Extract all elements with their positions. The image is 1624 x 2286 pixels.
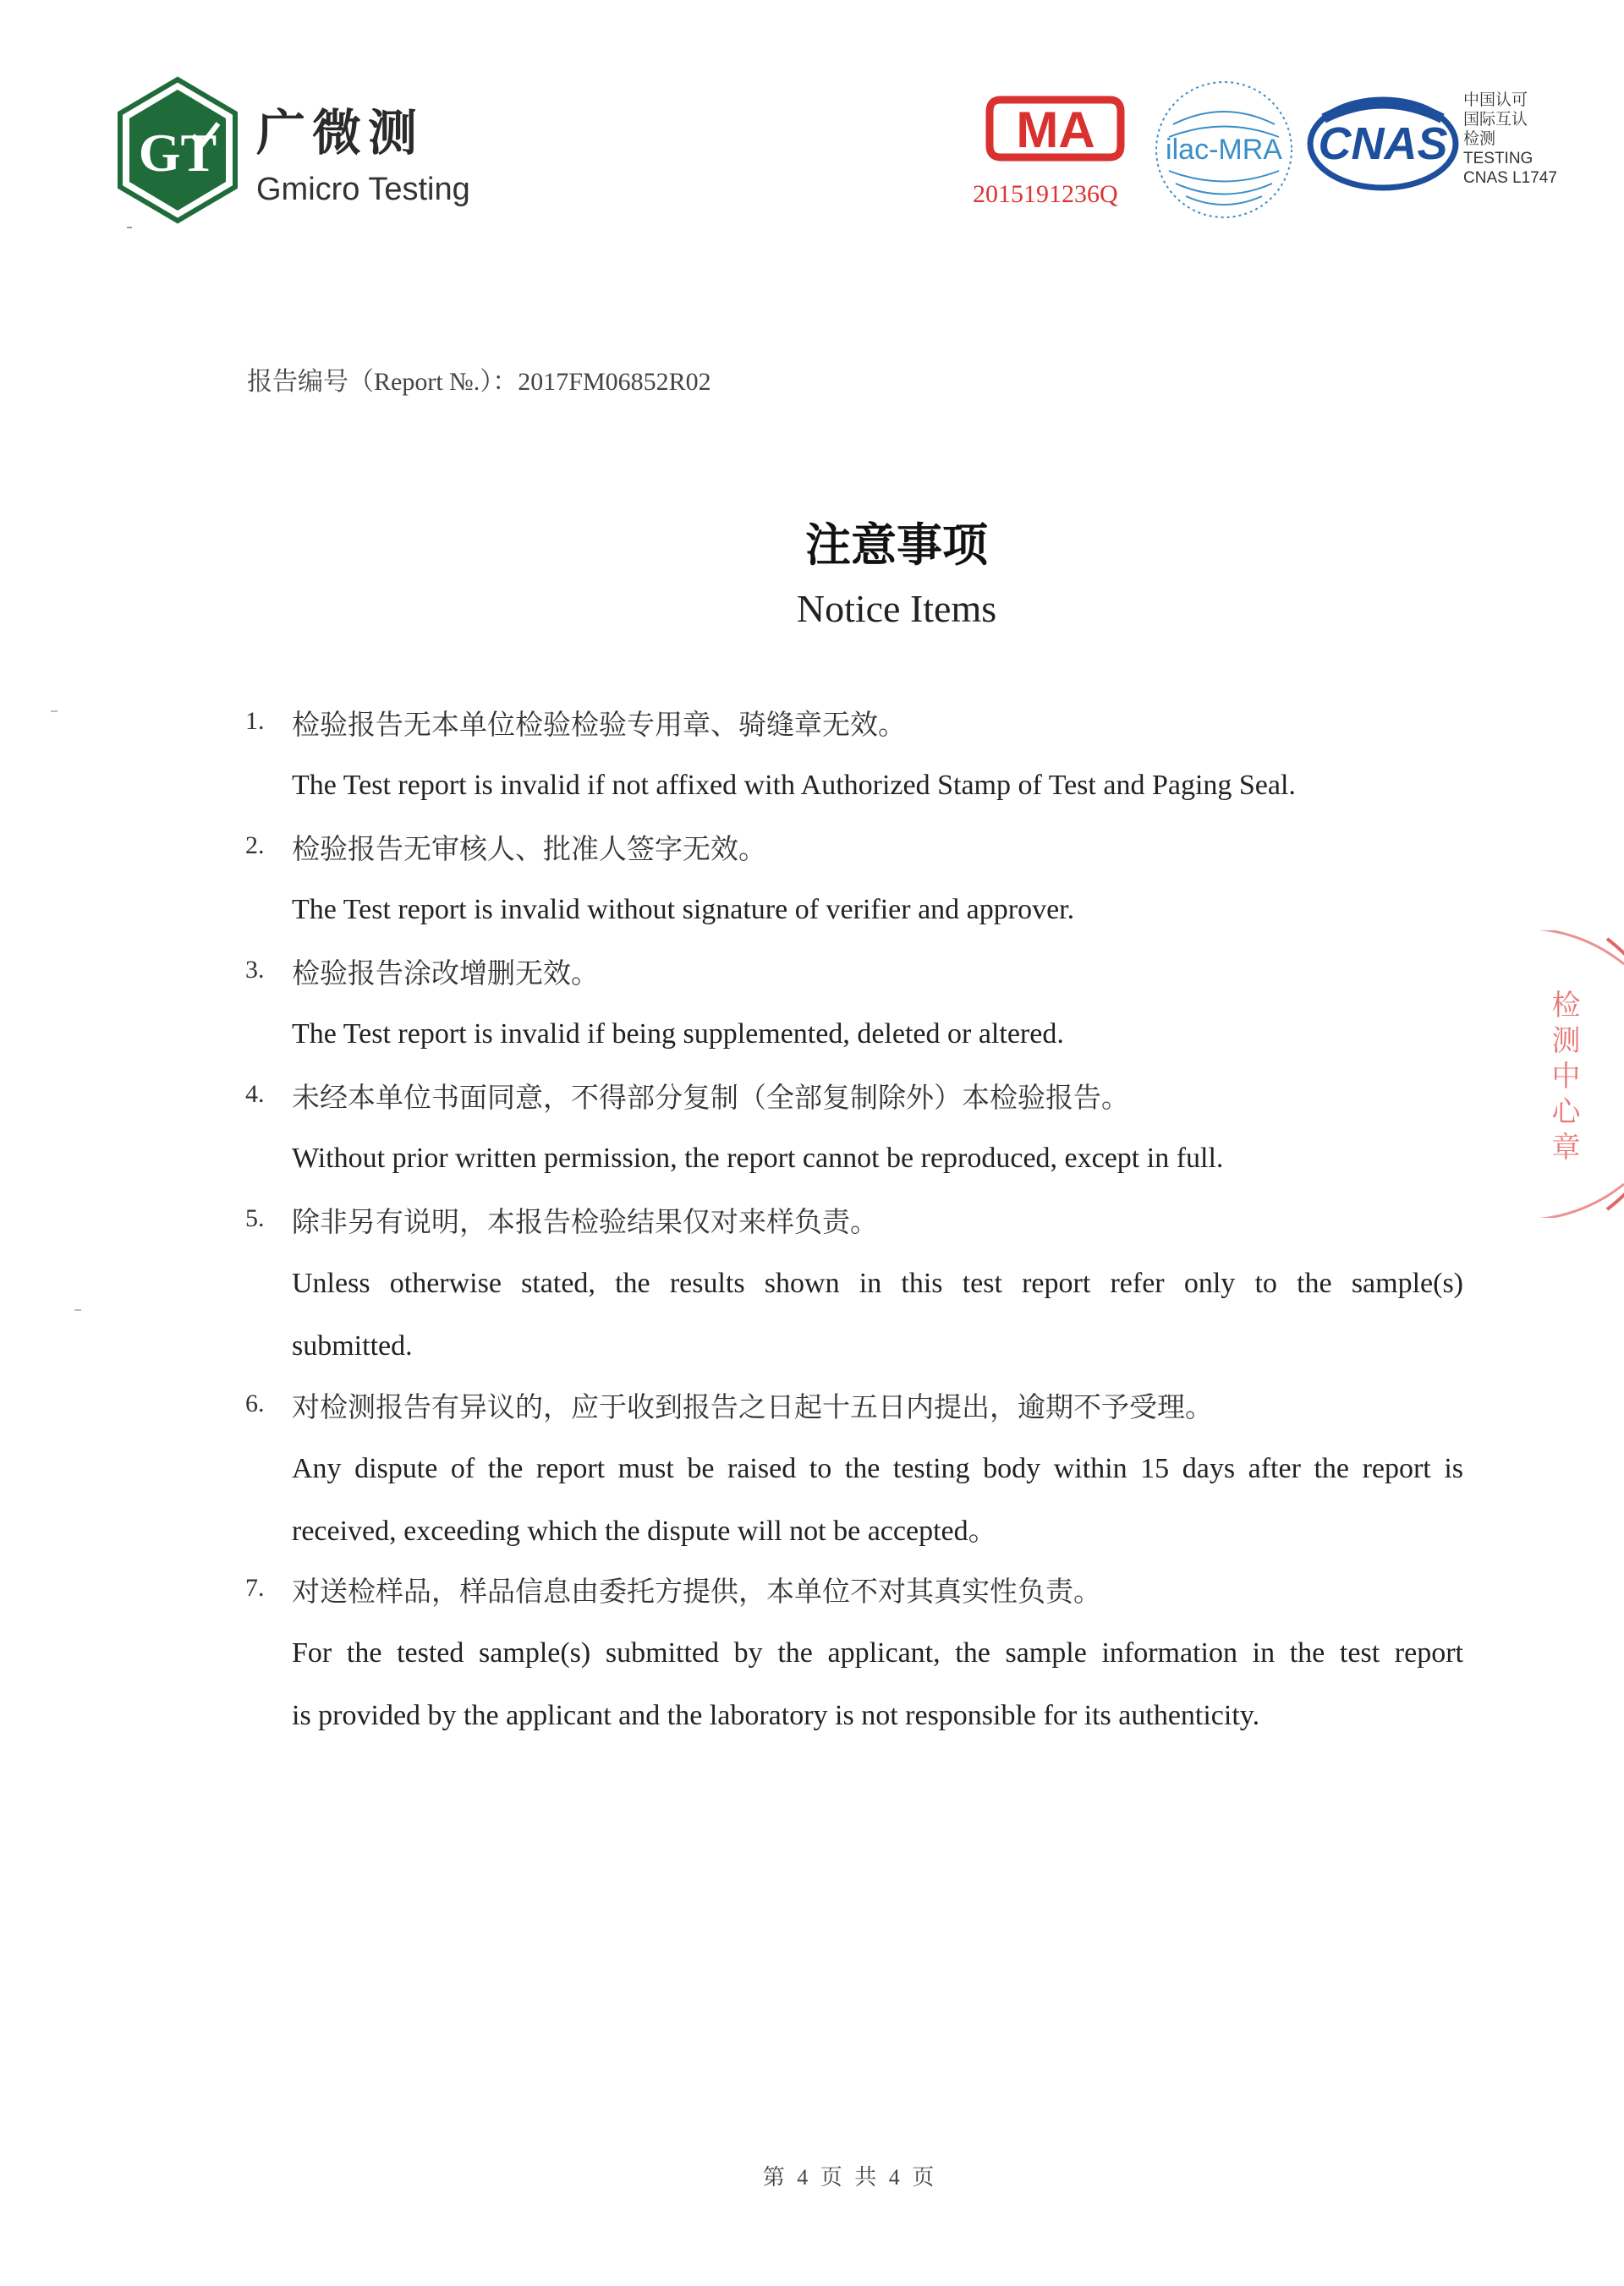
notice-item-en: The Test report is invalid without signature of verifier and approver.	[292, 894, 1075, 925]
ilac-mra-logo	[1152, 78, 1296, 222]
notice-item-cn: 对检测报告有异议的，应于收到报告之日起十五日内提出，逾期不予受理。	[292, 1390, 1213, 1423]
item-number: 7.	[245, 1574, 265, 1602]
scan-speck	[127, 227, 132, 228]
page-title-cn: 注意事项	[805, 518, 988, 572]
item-number: 3.	[245, 956, 265, 984]
scan-speck	[74, 1309, 81, 1311]
notice-item-en: The Test report is invalid if not affixed with Authorized Stamp of Test and Paging Seal.	[292, 770, 1296, 801]
notice-item-en-cont: submitted.	[292, 1330, 413, 1362]
cnas-line: TESTING	[1463, 150, 1533, 167]
cnas-line: 国际互认	[1463, 111, 1528, 129]
notice-item-en-cont: received, exceeding which the dispute will not be accepted。	[292, 1516, 997, 1547]
notice-item-en: The Test report is invalid if being supplemented, deleted or altered.	[292, 1018, 1064, 1050]
report-number: 报告编号（Report №.）：2017FM06852R02	[247, 368, 711, 396]
notice-item-en: Without prior written permission, the report cannot be reproduced, except in full.	[292, 1143, 1224, 1174]
notice-item-en: For the tested sample(s) submitted by the applicant, the sample information in the test report	[292, 1637, 1463, 1669]
ma-mark-text: MA	[1016, 101, 1095, 158]
notice-item-cn: 未经本单位书面同意，不得部分复制（全部复制除外）本检验报告。	[292, 1081, 1129, 1114]
notice-item-en: Unless otherwise stated, the results shown in this test report refer only to the sample(s)	[292, 1268, 1463, 1299]
gmicro-testing-logo	[115, 76, 240, 224]
cnas-line: 中国认可	[1463, 91, 1528, 109]
notice-item-cn: 对送检样品，样品信息由委托方提供，本单位不对其真实性负责。	[292, 1575, 1101, 1608]
notice-item-cn: 检验报告无审核人、批准人签字无效。	[292, 832, 766, 865]
item-number: 1.	[245, 707, 265, 735]
cnas-line: 检测	[1463, 130, 1496, 148]
cnas-line: CNAS L1747	[1463, 169, 1557, 187]
item-number: 4.	[245, 1080, 265, 1108]
brand-name-en: Gmicro Testing	[256, 172, 470, 207]
logo-mark-text: GT	[138, 123, 217, 183]
cnas-logo	[1307, 93, 1459, 195]
notice-item-cn: 除非另有说明，本报告检验结果仅对来样负责。	[292, 1205, 878, 1238]
seal-text: 检测中心章	[1546, 990, 1580, 1167]
item-number: 2.	[245, 831, 265, 859]
page-title-en: Notice Items	[796, 587, 997, 630]
notice-item-en: Any dispute of the report must be raised to the testing body within 15 days after the report is	[292, 1453, 1463, 1484]
page-footer: 第 4 页 共 4 页	[762, 2165, 938, 2190]
paging-seal	[1531, 930, 1624, 1218]
brand-name-cn: 广微测	[256, 104, 425, 162]
scan-speck	[51, 710, 58, 712]
notice-item-en-cont: is provided by the applicant and the laboratory is not responsible for its authenticity.	[292, 1700, 1260, 1731]
notice-item-cn: 检验报告涂改增删无效。	[292, 957, 599, 990]
ma-certificate-number: 2015191236Q	[973, 180, 1118, 208]
notice-item-cn: 检验报告无本单位检验检验专用章、骑缝章无效。	[292, 708, 906, 741]
item-number: 5.	[245, 1204, 265, 1232]
item-number: 6.	[245, 1390, 265, 1417]
cnas-accreditation-text	[1463, 90, 1557, 188]
ma-certification-logo	[985, 95, 1125, 162]
cnas-mark-text: CNAS	[1318, 118, 1448, 169]
ilac-mark-text: ilac-MRA	[1166, 134, 1282, 166]
